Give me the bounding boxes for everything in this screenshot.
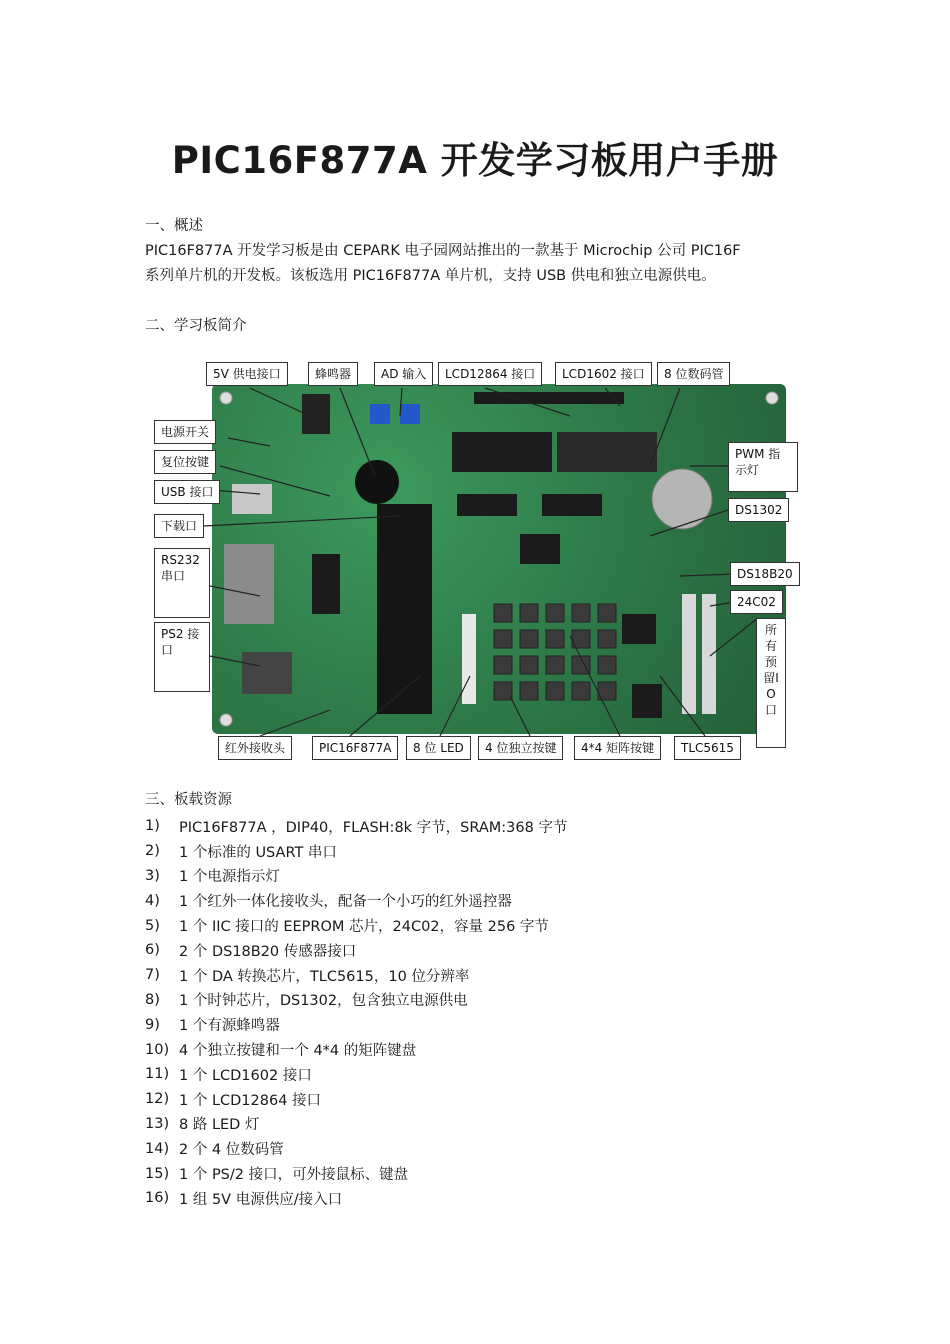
label-power-switch: 电源开关 xyxy=(154,420,216,444)
list-item-text: 1 个有源蜂鸣器 xyxy=(179,1018,280,1035)
list-item-text: 2 个 DS18B20 传感器接口 xyxy=(179,943,357,960)
list-item xyxy=(145,1161,567,1186)
label-power-5v: 5V 供电接口 xyxy=(206,362,288,386)
label-ir-receiver: 红外接收头 xyxy=(218,736,292,760)
list-item xyxy=(145,1012,567,1037)
label-buzzer: 蜂鸣器 xyxy=(308,362,358,386)
list-item xyxy=(145,938,567,963)
label-lcd12864: LCD12864 接口 xyxy=(438,362,542,386)
list-item xyxy=(145,1062,567,1087)
label-ad-input: AD 输入 xyxy=(374,362,433,386)
label-download-port: 下载口 xyxy=(154,514,204,538)
list-item-text: 4 个独立按键和一个 4*4 的矩阵键盘 xyxy=(179,1043,417,1060)
label-pwm-led: PWM 指示灯 xyxy=(728,442,798,492)
list-item xyxy=(145,1136,567,1161)
list-item xyxy=(145,1186,567,1211)
list-item-text: 1 个时钟芯片，DS1302，包含独立电源供电 xyxy=(179,993,468,1010)
list-item xyxy=(145,963,567,988)
list-item-number: 6) xyxy=(145,942,160,959)
list-item-number: 13) xyxy=(145,1115,170,1132)
list-item-text: 1 个 LCD12864 接口 xyxy=(179,1092,322,1109)
list-item-number: 8) xyxy=(145,991,160,1008)
page-title: PIC16F877A 开发学习板用户手册 xyxy=(171,139,779,182)
label-ds18b20: DS18B20 xyxy=(730,562,800,586)
label-8-led: 8 位 LED xyxy=(406,736,471,760)
overview-line-2: 系列单片机的开发板。该板选用 PIC16F877A 单片机，支持 USB 供电和独立电源供电。 xyxy=(145,268,716,284)
list-item-text: 1 个标准的 USART 串口 xyxy=(179,844,337,861)
list-item-text: 1 个红外一体化接收头，配备一个小巧的红外遥控器 xyxy=(179,894,512,911)
list-item-text: 2 个 4 位数码管 xyxy=(179,1142,284,1159)
label-matrix-keys: 4*4 矩阵按键 xyxy=(574,736,661,760)
overview-line-1: PIC16F877A 开发学习板是由 CEPARK 电子园网站推出的一款基于 Microchip 公司 PIC16F xyxy=(145,243,741,259)
list-item-text: 1 个 DA 转换芯片，TLC5615，10 位分辨率 xyxy=(179,968,470,985)
list-item-number: 5) xyxy=(145,917,160,934)
label-mcu: PIC16F877A xyxy=(312,736,398,760)
list-item-text: 1 个 IIC 接口的 EEPROM 芯片，24C02，容量 256 字节 xyxy=(179,919,549,936)
board-figure xyxy=(150,356,802,772)
label-tlc5615: TLC5615 xyxy=(674,736,741,760)
label-usb-port: USB 接口 xyxy=(154,480,220,504)
label-4-keys: 4 位独立按键 xyxy=(478,736,563,760)
label-24c02: 24C02 xyxy=(730,590,783,614)
label-lcd1602: LCD1602 接口 xyxy=(555,362,652,386)
list-item-number: 4) xyxy=(145,892,160,909)
list-item-text: 1 个电源指示灯 xyxy=(179,869,280,886)
list-item xyxy=(145,839,567,864)
list-item-number: 14) xyxy=(145,1140,170,1157)
list-item-text: 1 个 LCD1602 接口 xyxy=(179,1067,312,1084)
list-item-number: 3) xyxy=(145,867,160,884)
list-item-number: 12) xyxy=(145,1091,170,1108)
list-item-number: 11) xyxy=(145,1066,170,1083)
list-item-number: 7) xyxy=(145,967,160,984)
list-item-number: 9) xyxy=(145,1016,160,1033)
list-item xyxy=(145,1112,567,1137)
list-item xyxy=(145,888,567,913)
section-heading-overview: 一、概述 xyxy=(145,218,203,234)
list-item xyxy=(145,814,567,839)
list-item-text: 1 个 PS/2 接口，可外接鼠标、键盘 xyxy=(179,1167,409,1184)
resource-list xyxy=(145,814,567,1211)
callout-lines xyxy=(150,356,802,772)
list-item-text: PIC16F877A ，DIP40，FLASH:8k 字节，SRAM:368 字节 xyxy=(179,819,568,836)
label-8-segment: 8 位数码管 xyxy=(657,362,730,386)
list-item xyxy=(145,864,567,889)
label-reset-key: 复位按键 xyxy=(154,450,216,474)
label-reserved-io: 所有预留IO口 xyxy=(756,618,786,748)
list-item-number: 15) xyxy=(145,1165,170,1182)
list-item-number: 1) xyxy=(145,818,160,835)
list-item-number: 16) xyxy=(145,1190,170,1207)
label-ps2: PS2 接口 xyxy=(154,622,210,692)
list-item-text: 1 组 5V 电源供应/接入口 xyxy=(179,1191,343,1208)
section-heading-resources: 三、板载资源 xyxy=(145,792,232,808)
label-rs232: RS232 串口 xyxy=(154,548,210,618)
section-heading-intro: 二、学习板简介 xyxy=(145,318,247,334)
list-item xyxy=(145,1037,567,1062)
list-item xyxy=(145,1087,567,1112)
list-item xyxy=(145,988,567,1013)
list-item xyxy=(145,913,567,938)
list-item-text: 8 路 LED 灯 xyxy=(179,1117,260,1134)
list-item-number: 2) xyxy=(145,843,160,860)
list-item-number: 10) xyxy=(145,1041,170,1058)
label-ds1302: DS1302 xyxy=(728,498,789,522)
